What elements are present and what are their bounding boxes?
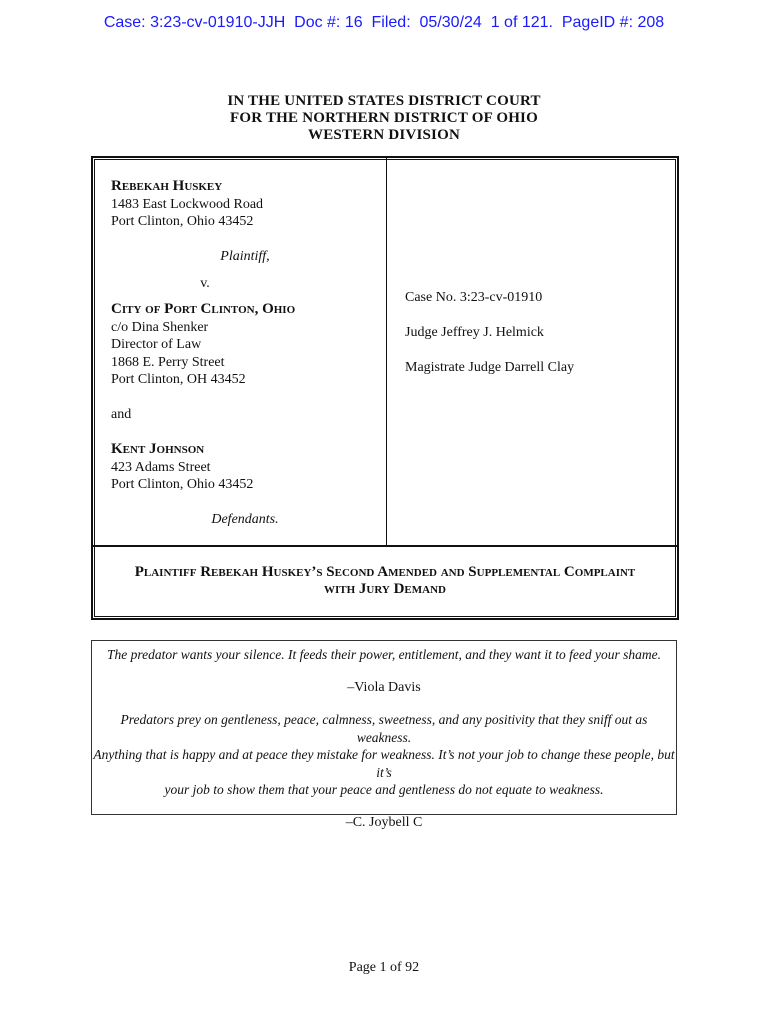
defendant1-line-2: Director of Law <box>111 337 202 352</box>
plaintiff-role: Plaintiff, <box>220 249 270 264</box>
court-line-3: WESTERN DIVISION <box>308 127 460 143</box>
filing-stamp: Case: 3:23-cv-01910-JJH Doc #: 16 Filed: 05/30/24 1 of 121. PageID #: 208 <box>103 14 665 31</box>
document-title-line-2: with Jury Demand <box>323 581 446 597</box>
court-line-1: IN THE UNITED STATES DISTRICT COURT <box>227 93 541 109</box>
defendant2-name: Kent Johnson <box>111 441 205 457</box>
court-heading <box>0 93 768 144</box>
magistrate-judge-name: Magistrate Judge Darrell Clay <box>405 360 575 375</box>
caption-row-divider <box>93 545 677 547</box>
versus-label: v. <box>200 275 210 291</box>
quote-2-line-3: your job to show them that your peace and gentleness do not equate to weakness. <box>164 782 604 797</box>
parties-block <box>111 178 379 529</box>
caption-column-divider <box>386 158 387 545</box>
plaintiff-address-1: 1483 East Lockwood Road <box>111 196 264 212</box>
epigraph-box <box>91 640 677 830</box>
quote-2-line-1: Predators prey on gentleness, peace, calmness, sweetness, and any positivity that they sniff out as weakness. <box>120 712 648 745</box>
defendant1-line-1: c/o Dina Shenker <box>111 319 209 335</box>
case-info-block <box>405 289 665 394</box>
plaintiff-name: Rebekah Huskey <box>111 178 223 194</box>
defendant2-address-1: 423 Adams Street <box>111 459 211 475</box>
case-number: Case No. 3:23-cv-01910 <box>405 290 543 305</box>
document-title-line-1: Plaintiff Rebekah Huskey’s Second Amended and Supplemental Complaint <box>134 564 636 580</box>
plaintiff-address-2: Port Clinton, Ohio 43452 <box>111 214 254 229</box>
judge-name: Judge Jeffrey J. Helmick <box>405 325 544 340</box>
case-caption-box <box>91 156 679 620</box>
and-label: and <box>111 407 132 422</box>
defendant2-address-2: Port Clinton, Ohio 43452 <box>111 477 254 492</box>
page-number: Page 1 of 92 <box>348 960 420 975</box>
defendant1-name: City of Port Clinton, Ohio <box>111 301 296 317</box>
quote-2-line-2: Anything that is happy and at peace they mistake for weakness. It’s not your job to change these people, but it’s <box>93 747 675 780</box>
defendants-role: Defendants. <box>211 512 279 527</box>
defendant1-line-4: Port Clinton, OH 43452 <box>111 372 246 387</box>
document-title <box>93 564 677 598</box>
defendant1-line-3: 1868 E. Perry Street <box>111 354 225 370</box>
quote-2-attribution: –C. Joybell C <box>345 814 423 830</box>
quote-1: The predator wants your silence. It feeds their power, entitlement, and they want it to feed your shame. <box>106 647 662 662</box>
quote-1-attribution: –Viola Davis <box>347 679 421 695</box>
court-line-2: FOR THE NORTHERN DISTRICT OF OHIO <box>230 110 538 126</box>
